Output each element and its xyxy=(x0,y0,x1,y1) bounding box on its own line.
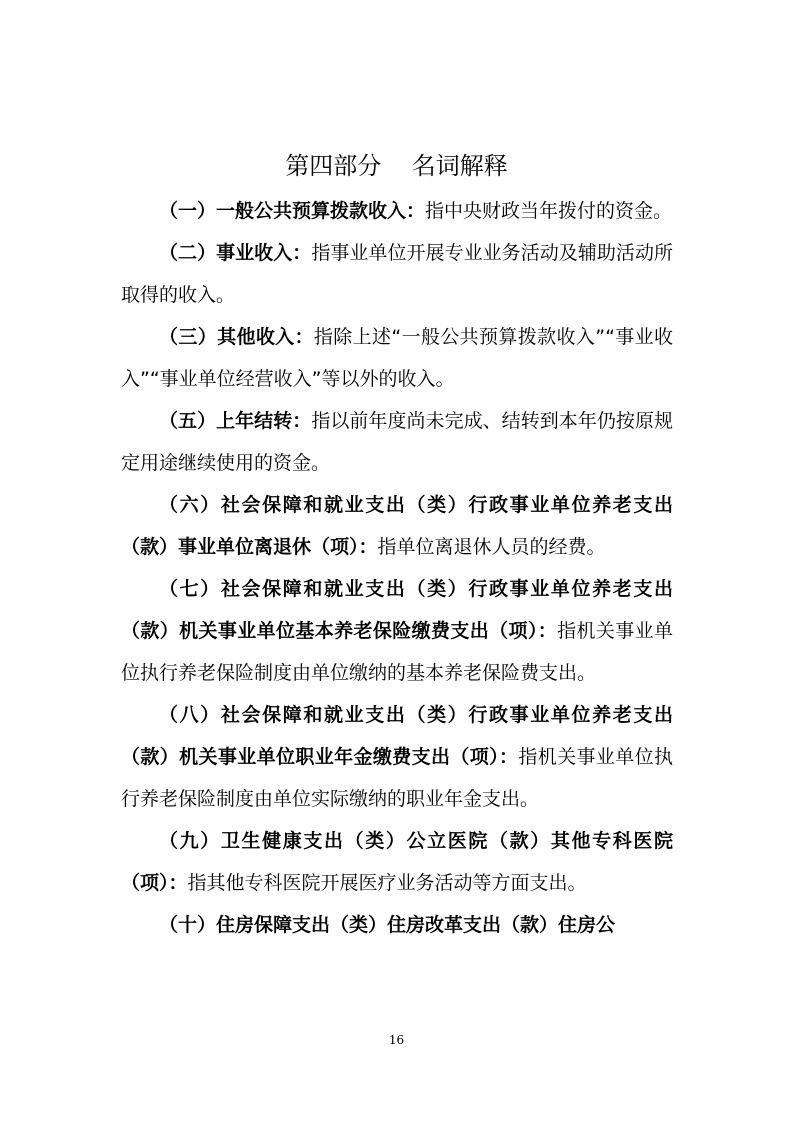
glossary-term: （六）社会保障和就业支出（类）行政事业单位养老支出（款）事业单位离退休（项）： xyxy=(121,494,673,558)
glossary-item xyxy=(121,568,673,694)
glossary-definition: 指事业单位开展专业业务活动及辅助活动所取得的收入。 xyxy=(121,242,673,306)
glossary-definition: 指除上述“一般公共预算拨款收入”“事业收入”“事业单位经营收入”等以外的收入。 xyxy=(121,326,673,390)
glossary-term: （七）社会保障和就业支出（类）行政事业单位养老支出（款）机关事业单位基本养老保险缴费支出（项）： xyxy=(121,578,673,642)
glossary-definition: 指以前年度尚未完成、结转到本年仍按原规定用途继续使用的资金。 xyxy=(121,410,673,474)
page-number: 16 xyxy=(388,1033,405,1047)
glossary-definition: 指中央财政当年拨付的资金。 xyxy=(425,200,673,222)
glossary-body xyxy=(121,190,673,946)
section-title: 第四部分 名词解释 xyxy=(285,152,508,180)
glossary-term: （五）上年结转： xyxy=(159,410,312,432)
glossary-term: （三）其他收入： xyxy=(159,326,314,348)
glossary-item xyxy=(121,190,673,232)
glossary-item xyxy=(121,400,673,484)
glossary-item xyxy=(121,904,673,946)
glossary-item xyxy=(121,694,673,820)
glossary-item xyxy=(121,484,673,568)
glossary-term: （一）一般公共预算拨款收入： xyxy=(159,200,426,222)
glossary-term: （十）住房保障支出（类）住房改革支出（款）住房公 xyxy=(159,914,616,936)
glossary-term: （二）事业收入： xyxy=(159,242,312,264)
glossary-item xyxy=(121,316,673,400)
glossary-definition: 指其他专科医院开展医疗业务活动等方面支出。 xyxy=(187,872,587,894)
glossary-item xyxy=(121,232,673,316)
glossary-term: （八）社会保障和就业支出（类）行政事业单位养老支出（款）机关事业单位职业年金缴费支出（项）： xyxy=(121,704,673,768)
glossary-definition: 指单位离退休人员的经费。 xyxy=(377,536,606,558)
glossary-definition: 指机关事业单位执行养老保险制度由单位实际缴纳的职业年金支出。 xyxy=(121,746,673,810)
glossary-item xyxy=(121,820,673,904)
glossary-definition: 指机关事业单位执行养老保险制度由单位缴纳的基本养老保险费支出。 xyxy=(121,620,673,684)
glossary-term: （九）卫生健康支出（类）公立医院（款）其他专科医院（项）： xyxy=(121,830,673,894)
